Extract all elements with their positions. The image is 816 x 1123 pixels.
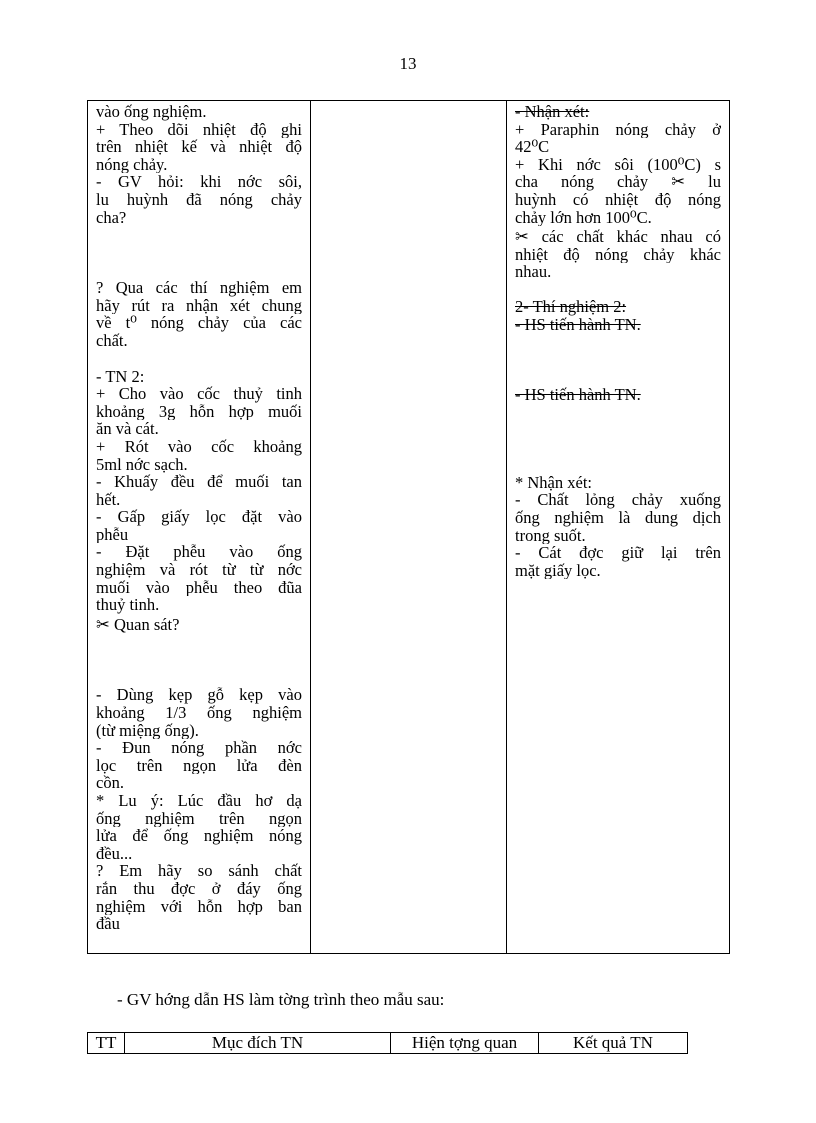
teacher-activity-column: [88, 101, 311, 954]
lesson-table-row: [88, 101, 730, 954]
teacher-line: nóng chảy.: [96, 155, 168, 174]
student-line: - HS tiến hành TN.: [515, 386, 641, 404]
student-spacer: [515, 281, 721, 298]
page-number: 13: [399, 54, 417, 73]
student-line: cha nóng chảy ✂ lu: [515, 173, 721, 191]
teacher-line: ✂ Quan sát?: [96, 615, 180, 634]
teacher-line: nghiệm và rót từ từ nớc: [96, 561, 302, 579]
teacher-line: lu huỳnh đã nóng chảy: [96, 190, 302, 209]
student-line: - Cát đợc giữ lại trên: [515, 544, 721, 562]
teacher-line: chất.: [96, 331, 128, 350]
student-line: 42⁰C: [515, 138, 550, 156]
student-line: - HS tiến hành TN.: [515, 315, 641, 334]
teacher-line: - Gấp giấy lọc đặt vào: [96, 508, 302, 526]
student-line: mặt giấy lọc.: [515, 561, 601, 580]
teacher-line: nghiệm với hỗn hợp ban: [96, 897, 302, 916]
student-activity-column: [507, 101, 730, 954]
teacher-line: - GV hỏi: khi nớc sôi,: [96, 173, 302, 191]
teacher-line: * Lu ý: Lúc đầu hơ dạ: [96, 792, 302, 810]
teacher-line: vào ống nghiệm.: [96, 103, 207, 121]
student-line: * Nhận xét:: [515, 473, 592, 492]
teacher-line: - Khuấy đều để muối tan: [96, 473, 302, 491]
teacher-spacer: [96, 350, 302, 368]
header-hien-tuong: Hiện tợng quan: [391, 1033, 539, 1054]
report-table-header-row: [88, 1033, 688, 1054]
student-line: ống nghiệm là dung dịch: [515, 508, 721, 527]
student-line: + Khi nớc sôi (100⁰C) s: [515, 155, 721, 174]
teacher-line: khoảng 3g hỗn hợp muối: [96, 402, 302, 421]
teacher-line: + Rót vào cốc khoảng: [96, 437, 302, 456]
student-line: huỳnh có nhiệt độ nóng: [515, 190, 721, 209]
student-line: + Paraphin nóng chảy ở: [515, 120, 721, 139]
teacher-line: - Đặt phễu vào ống: [96, 543, 302, 562]
student-spacer: [515, 404, 721, 474]
teacher-line: muối vào phễu theo đũa: [96, 578, 302, 597]
teacher-line: (từ miệng ống).: [96, 721, 199, 740]
student-spacer: [515, 333, 721, 386]
teacher-line: hết.: [96, 490, 121, 509]
teacher-line: ăn và cát.: [96, 420, 159, 438]
teacher-line: phễu: [96, 525, 129, 544]
header-tt: TT: [88, 1033, 125, 1054]
teacher-line: khoảng 1/3 ống nghiệm: [96, 704, 302, 722]
lesson-table: [87, 100, 730, 954]
teacher-spacer: [96, 226, 302, 279]
student-line: trong suốt.: [515, 526, 586, 545]
teacher-line: thuỷ tinh.: [96, 596, 160, 614]
teacher-line: đều...: [96, 844, 133, 863]
student-line: - Chất lỏng chảy xuống: [515, 491, 721, 509]
student-line: 2- Thí nghiệm 2:: [515, 297, 627, 316]
teacher-line: cồn.: [96, 774, 124, 792]
teacher-line: 5ml nớc sạch.: [96, 455, 188, 474]
teacher-line: về t⁰ nóng chảy của các: [96, 314, 302, 332]
student-line: nhau.: [515, 263, 552, 281]
student-line: ✂ các chất khác nhau có: [515, 228, 721, 246]
header-ket-qua: Kết quả TN: [539, 1033, 688, 1054]
report-instruction: - GV hớng dẫn HS làm tờng trình theo mẫu sau:: [117, 990, 445, 1009]
teacher-line: - TN 2:: [96, 367, 145, 386]
student-line: nhiệt độ nóng chảy khác: [515, 245, 721, 264]
teacher-line: lọc trên ngọn lửa đèn: [96, 756, 302, 775]
teacher-line: trên nhiệt kế và nhiệt độ: [96, 138, 302, 156]
header-muc-dich: Mục đích TN: [125, 1033, 391, 1054]
teacher-spacer: [96, 633, 302, 686]
teacher-line: + Theo dõi nhiệt độ ghi: [96, 120, 302, 139]
teacher-line: ? Qua các thí nghiệm em: [96, 279, 302, 297]
student-line: - Nhận xét:: [515, 103, 590, 121]
teacher-line: đầu: [96, 915, 120, 933]
report-table: [87, 1032, 688, 1054]
teacher-line: hãy rút ra nhận xét chung: [96, 296, 302, 315]
student-line: chảy lớn hơn 100⁰C.: [515, 208, 652, 227]
middle-column: [311, 101, 507, 954]
teacher-line: ? Em hãy so sánh chất: [96, 862, 302, 880]
teacher-line: ống nghiệm trên ngọn: [96, 809, 302, 828]
teacher-line: cha?: [96, 208, 127, 227]
teacher-line: + Cho vào cốc thuỷ tinh: [96, 385, 302, 403]
teacher-line: - Dùng kẹp gỗ kẹp vào: [96, 686, 302, 705]
teacher-line: - Đun nóng phần nớc: [96, 739, 302, 757]
teacher-line: rắn thu đợc ở đáy ống: [96, 879, 302, 898]
teacher-line: lửa để ống nghiệm nóng: [96, 827, 302, 845]
